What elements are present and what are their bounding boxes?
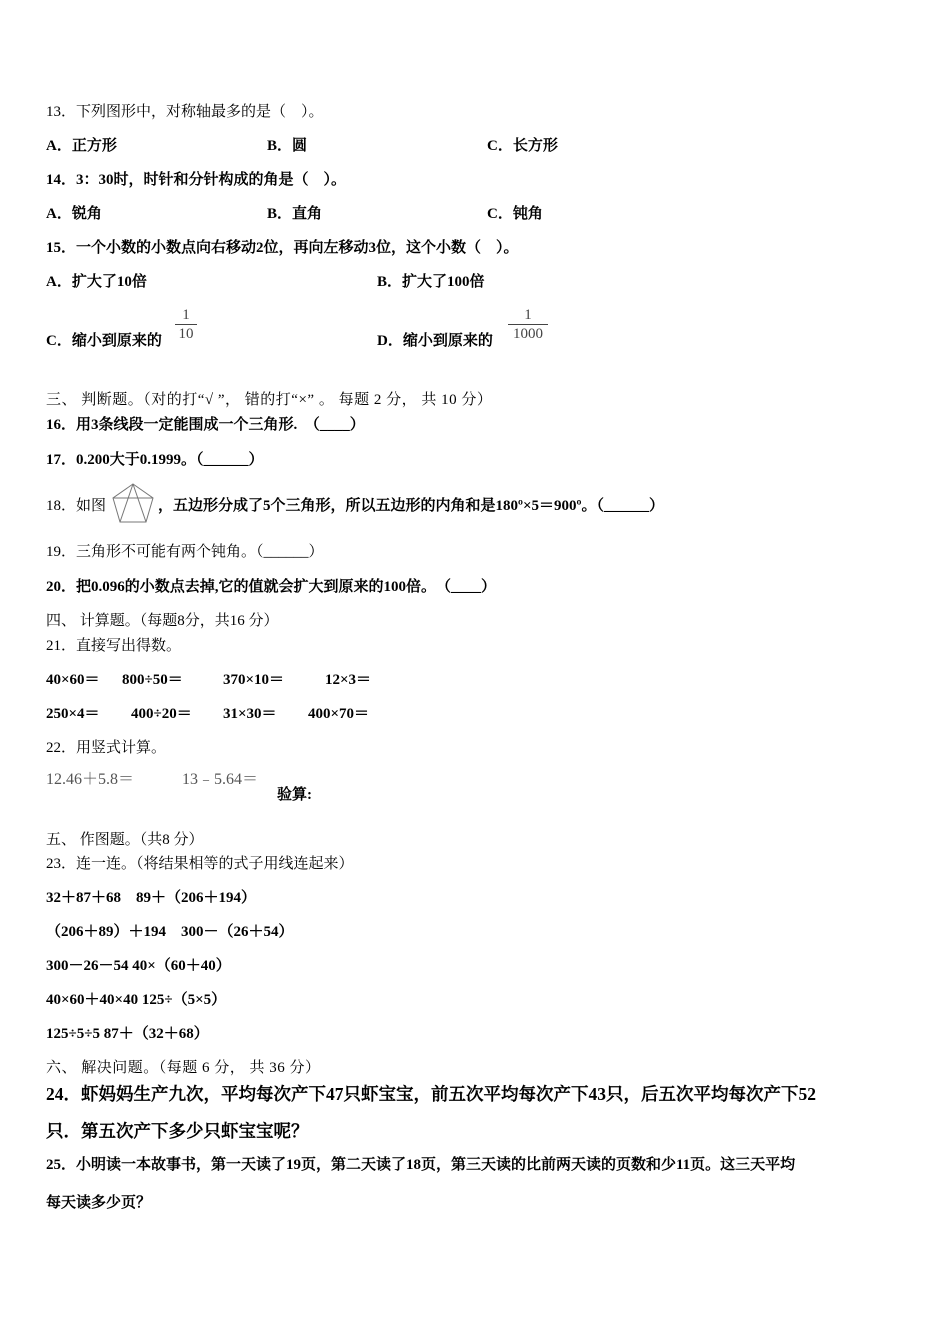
pentagon-figure-icon [111, 482, 155, 524]
q18-prefix: 18．如图 [46, 498, 107, 514]
vertical-calc-expr1: 12.46＋5.8＝ [46, 771, 135, 788]
section6-title: 六、 解决问题。（每题 6 分， 共 36 分） [46, 1060, 321, 1076]
match-row-5: 125÷5÷5 87＋（32＋68） [46, 1026, 209, 1042]
q20: 20．把0.096的小数点去掉,它的值就会扩大到原来的100倍。 （____） [46, 579, 497, 595]
match-row-4: 40×60＋40×40 125÷（5×5） [46, 992, 227, 1008]
q24-line2: 只．第五次产下多少只虾宝宝呢？ [46, 1121, 309, 1141]
q13-stem: 13．下列图形中，对称轴最多的是（ ）。 [46, 104, 324, 120]
q18-text: ，五边形分成了5个三角形，所以五边形的内角和是180º×5＝900º。（______） [158, 498, 664, 514]
q15-stem: 15．一个小数的小数点向右移动2位，再向左移动3位，这个小数（ ）。 [46, 240, 519, 256]
section4-title: 四、 计算题。（每题8分，共16 分） [46, 613, 279, 629]
calc-row1-item4: 12×3＝ [325, 672, 372, 688]
fraction-denominator: 1000 [513, 326, 543, 342]
q21: 21．直接写出得数。 [46, 638, 182, 654]
q14-stem: 14．3：30时，时针和分针构成的角是（ ）。 [46, 172, 347, 188]
calc-row1-item1: 40×60＝ [46, 672, 100, 688]
calc-row1-item3: 370×10＝ [223, 672, 285, 688]
calc-row1-item2: 800÷50＝ [122, 672, 183, 688]
q22: 22．用竖式计算。 [46, 740, 167, 756]
fraction-numerator: 1 [182, 307, 190, 323]
match-row-2: （206＋89）＋194 300－（26＋54） [46, 924, 294, 940]
q24-line1: 24．虾妈妈生产九次，平均每次产下47只虾宝宝，前五次平均每次产下43只，后五次平均每次产下52 [46, 1084, 816, 1104]
calc-row2-item3: 31×30＝ [223, 706, 277, 722]
fraction-numerator: 1 [524, 307, 532, 323]
q15-option-c: C．缩小到原来的 [46, 333, 162, 349]
q15-option-d: D．缩小到原来的 [377, 333, 493, 349]
match-row-3: 300－26－54 40×（60＋40） [46, 958, 231, 974]
q25-line2: 每天读多少页？ [46, 1195, 152, 1211]
vertical-calc-expr2: 13﹣5.64＝ [182, 771, 259, 788]
q15-option-c-fraction [175, 306, 197, 343]
check-label: 验算: [277, 787, 312, 803]
calc-row2-item4: 400×70＝ [308, 706, 370, 722]
calc-row2-item2: 400÷20＝ [131, 706, 192, 722]
q19: 19．三角形不可能有两个钝角。（______） [46, 544, 324, 560]
q23: 23．连一连。（将结果相等的式子用线连起来） [46, 856, 354, 872]
fraction-denominator: 10 [178, 326, 194, 342]
section3-title: 三、 判断题。（对的打“√ ”， 错的打“×” 。 每题 2 分， 共 10 分） [46, 392, 493, 408]
match-row-1: 32＋87＋68 89＋（206＋194） [46, 890, 257, 906]
section5-title: 五、 作图题。（共8 分） [46, 832, 204, 848]
q14-option-c: C．钝角 [487, 206, 543, 222]
q13-option-a: A．正方形 [46, 138, 117, 154]
q14-option-b: B．直角 [267, 206, 323, 222]
q17: 17．0.200大于0.1999。（______） [46, 452, 264, 468]
q13-option-b: B．圆 [267, 138, 308, 154]
q13-option-c: C．长方形 [487, 138, 558, 154]
calc-row2-item1: 250×4＝ [46, 706, 100, 722]
q15-option-a: A．扩大了10倍 [46, 274, 147, 290]
q25-line1: 25．小明读一本故事书，第一天读了19页，第二天读了18页，第三天读的比前两天读的页数和少11页。这三天平均 [46, 1157, 796, 1173]
q15-option-b: B．扩大了100倍 [377, 274, 485, 290]
q16: 16．用3条线段一定能围成一个三角形. （____） [46, 417, 365, 433]
q14-option-a: A．锐角 [46, 206, 102, 222]
q15-option-d-fraction [508, 306, 548, 343]
